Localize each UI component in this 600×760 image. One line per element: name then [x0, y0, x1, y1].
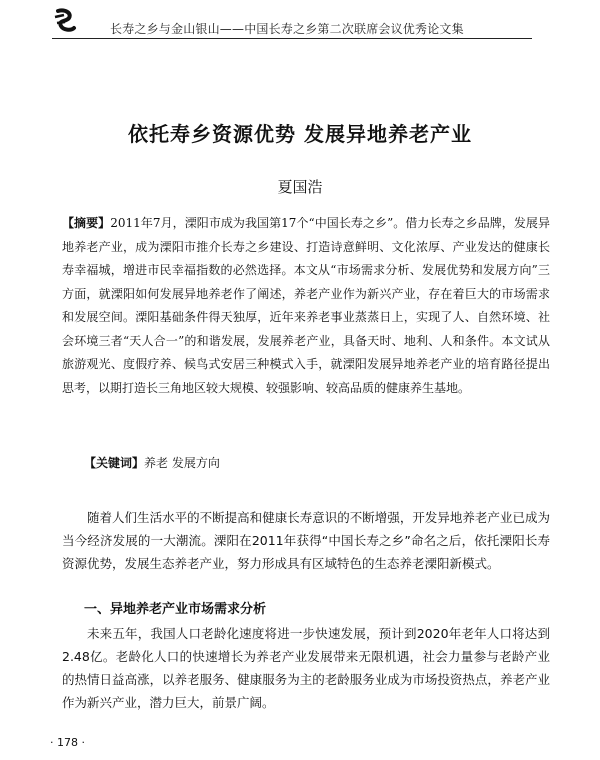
abstract-text: 2011年7月，溧阳市成为我国第17个“中国长寿之乡”。借力长寿之乡品牌，发展异地养老产业，成为溧阳市推介长寿之乡建设、打造诗意鲜明、文化浓厚、产业发达的健康长寿幸福城，增进市民幸福指数的必然选择。本文从“市场需求分析、发展优势和发展方向”三方面，就溧阳如何发展异地养老作了阐述，养老产业作为新兴产业，存在着巨大的市场需求和发展空间。溧阳基础条件得天独厚，近年来养老事业蒸蒸日上，实现了人、自然环境、社会环境三者“天人合一”的和谐发展，发展养老产业，具备天时、地利、人和条件。本文试从旅游观光、度假疗养、候鸟式安居三种模式入手，就溧阳发展异地养老产业的培育路径提出思考，以期打造长三角地区较大规模、较强影响、较高品质的健康养生基地。: [62, 216, 550, 395]
abstract: [62, 212, 550, 400]
keywords-label: 【关键词】: [84, 456, 145, 470]
running-title: 长寿之乡与金山银山——中国长寿之乡第二次联席会议优秀论文集: [110, 22, 464, 36]
body-paragraph-2: 未来五年，我国人口老龄化速度将进一步快速发展，预计到2020年老年人口将达到2.48亿。老龄化人口的快速增长为养老产业发展带来无限机遇，社会力量参与老龄产业的热情日益高涨，以养老服务、健康服务为主的老龄服务业成为市场投资热点，养老产业作为新兴产业，潜力巨大，前景广阔。: [62, 626, 550, 710]
header-divider: [52, 38, 532, 39]
running-header: [0, 0, 600, 44]
publication-logo-icon: [52, 8, 78, 34]
page-number: · 178 ·: [50, 736, 85, 749]
article-author: 夏国浩: [277, 178, 323, 196]
article-title: 依托寿乡资源优势 发展异地养老产业: [128, 122, 472, 146]
section-heading: 一、异地养老产业市场需求分析: [84, 602, 267, 617]
abstract-label: 【摘要】: [62, 216, 111, 230]
body-paragraph-1: 随着人们生活水平的不断提高和健康长寿意识的不断增强，开发异地养老产业已成为当今经济发展的一大潮流。溧阳在2011年获得“中国长寿之乡”命名之后，依托溧阳长寿资源优势，发展生态养老产业，努力形成具有区域特色的生态养老溧阳新模式。: [62, 510, 550, 571]
keywords: [84, 454, 544, 471]
keywords-text: 养老 发展方向: [144, 456, 220, 470]
